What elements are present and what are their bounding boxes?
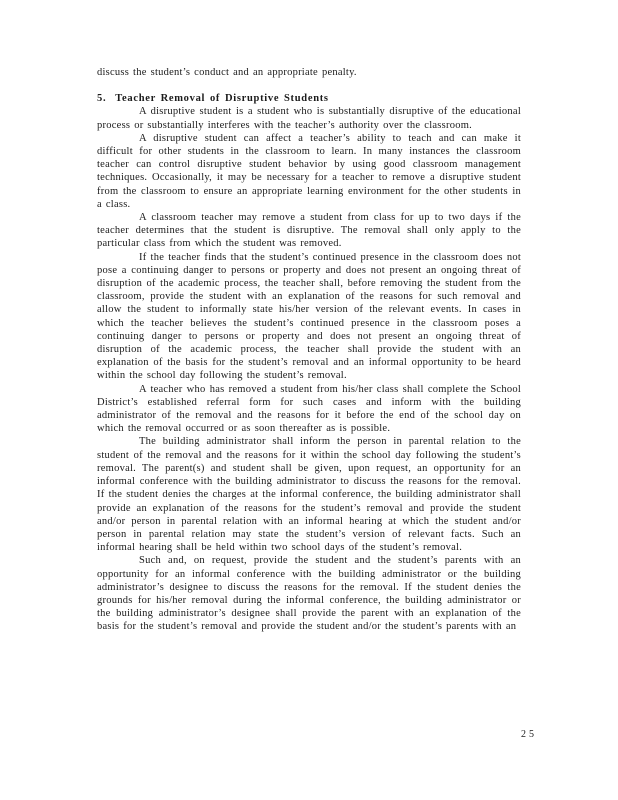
paragraph: A disruptive student is a student who is substantially disruptive of the educational process or substantially interferes with the teacher’s authority over the classroom. [97, 106, 521, 131]
document-content [97, 66, 521, 634]
paragraph: If the teacher finds that the student’s continued presence in the classroom does not pose a continuing danger to persons or property and does not present an ongoing threat of disruption of the academic process, the teacher shall, before removing the student from the classroom, provide the student with an explanation of the reasons for such removal and allow the student to informally state his/her version of the relevant events. In cases in which the teacher believes the student’s continued presence in the classroom poses a continuing danger to persons or property and does not present an ongoing threat of disruption of the academic process, the teacher shall provide the student with an explanation of the basis for the student’s removal and an informal opportunity to be heard within the school day following the student’s removal. [97, 251, 521, 382]
paragraph: A classroom teacher may remove a student from class for up to two days if the teacher determines that the student is disruptive. The removal shall only apply to the particular class from which the student was removed. [97, 212, 521, 250]
section-heading [97, 92, 521, 105]
section-heading-title: Teacher Removal of Disruptive Students [115, 93, 329, 105]
paragraph: Such and, on request, provide the student and the student’s parents with an opportunity for an informal conference with the building administrator or the building administrator’s designee to discuss the reasons for the removal. If the student denies the grounds for his/her removal during the informal conference, the building administrator or the building administrator’s designee shall provide the parent with an explanation of the basis for the student’s removal and provide the student and/or the student’s parents with an [97, 555, 521, 633]
section-heading-number: 5. [97, 93, 107, 105]
paragraph: A teacher who has removed a student from his/her class shall complete the School District’s established referral form for such cases and inform with the building administrator of the removal and the reasons for it before the end of the school day on which the removal occurred or as soon thereafter as is possible. [97, 383, 521, 435]
continuation-line: discuss the student’s conduct and an appropriate penalty. [97, 67, 357, 78]
paragraph: A disruptive student can affect a teacher’s ability to teach and can make it difficult for other students in the classroom to learn. In many instances the classroom teacher can control disruptive student behavior by using good classroom management techniques. Occasionally, it may be necessary for a teacher to remove a disruptive student from the classroom to ensure an appropriate learning environment for the other students in a class. [97, 132, 521, 210]
page-number: 25 [521, 729, 537, 740]
paragraph: The building administrator shall inform the person in parental relation to the student of the removal and the reasons for it within the school day following the student’s removal. The parent(s) and student shall be given, upon request, an opportunity for an informal conference with the building administrator to discuss the reasons for the removal. If the student denies the charges at the informal conference, the building administrator shall provide an explanation of the reasons for the student’s removal and provide the student and/or person in parental relation with an informal hearing at which the student and/or person in parental relation may state the student’s version of relevant facts. Such an informal hearing shall be held within two school days of the student’s removal. [97, 436, 521, 554]
